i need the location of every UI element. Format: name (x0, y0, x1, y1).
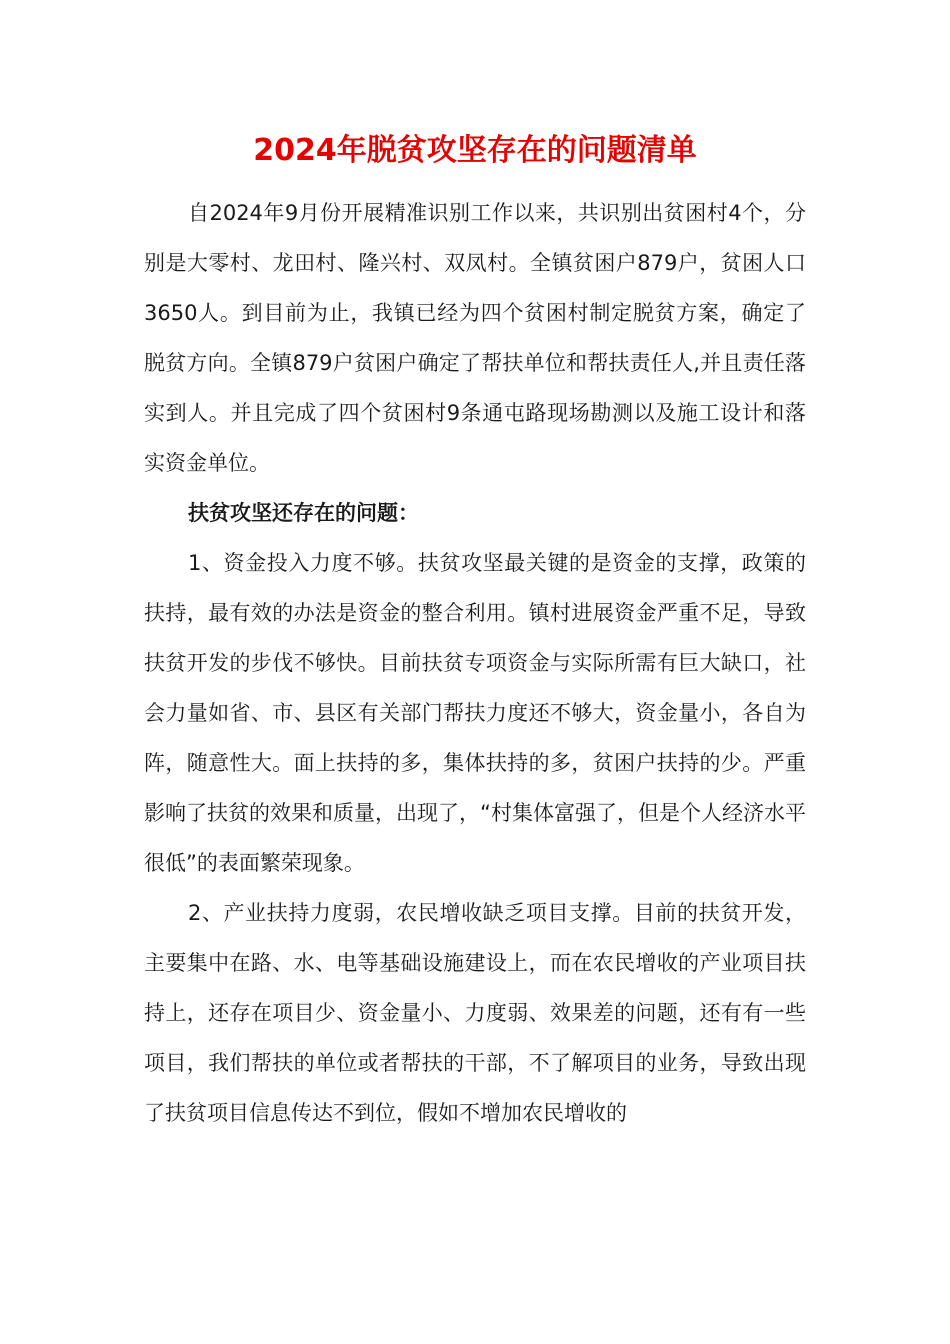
paragraph-intro: 自2024年9月份开展精准识别工作以来，共识别出贫困村4个，分别是大零村、龙田村、隆兴村、双凤村。全镇贫困户879户，贫困人口3650人。到目前为止，我镇已经为四个贫困村制定脱贫方案，确定了脱贫方向。全镇879户贫困户确定了帮扶单位和帮扶责任人,并且责任落实到人。并且完成了四个贫困村9条通屯路现场勘测以及施工设计和落实资金单位。 (144, 201, 806, 475)
document-body (144, 188, 806, 1138)
paragraph-problem-1: 1、资金投入力度不够。扶贫攻坚最关键的是资金的支撑，政策的扶持，最有效的办法是资金的整合利用。镇村进展资金严重不足，导致扶贫开发的步伐不够快。目前扶贫专项资金与实际所需有巨大缺口，社会力量如省、市、县区有关部门帮扶力度还不够大，资金量小，各自为阵，随意性大。面上扶持的多，集体扶持的多，贫困户扶持的少。严重影响了扶贫的效果和质量，出现了，“村集体富强了，但是个人经济水平很低”的表面繁荣现象。 (144, 551, 806, 875)
section-heading-problems: 扶贫攻坚还存在的问题： (188, 501, 419, 525)
paragraph-problem-2: 2、产业扶持力度弱，农民增收缺乏项目支撑。目前的扶贫开发，主要集中在路、水、电等基础设施建设上，而在农民增收的产业项目扶持上，还存在项目少、资金量小、力度弱、效果差的问题，还有有一些项目，我们帮扶的单位或者帮扶的干部，不了解项目的业务，导致出现了扶贫项目信息传达不到位，假如不增加农民增收的 (144, 901, 806, 1125)
document-title: 2024年脱贫攻坚存在的问题清单 (253, 133, 697, 168)
